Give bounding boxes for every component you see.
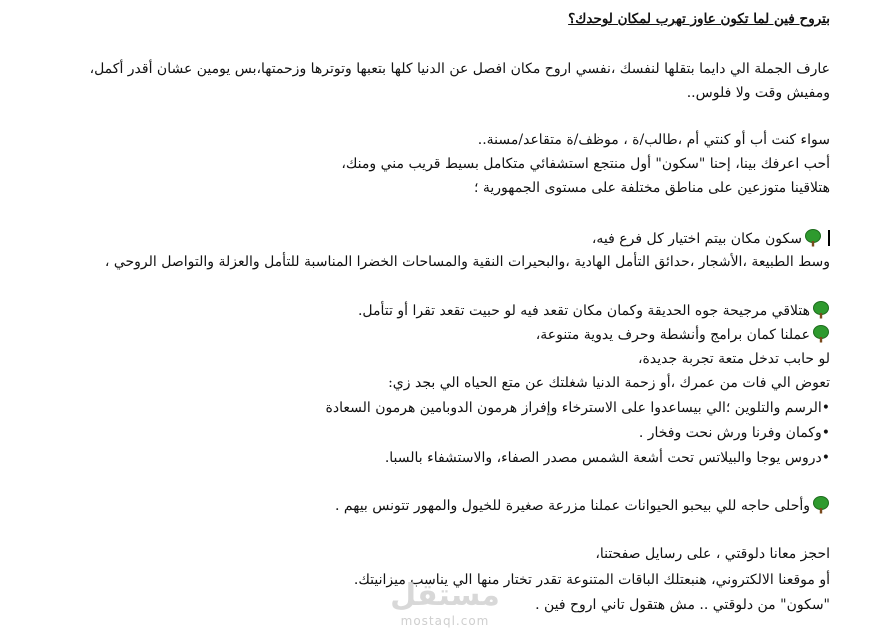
bullet-line bbox=[358, 301, 830, 320]
paragraph-line: ومفيش وقت ولا فلوس.. bbox=[686, 85, 830, 101]
text-cursor bbox=[828, 230, 830, 246]
tree-icon bbox=[812, 496, 830, 514]
bullet-text: سكون مكان بيتم اختيار كل فرع فيه، bbox=[591, 231, 802, 247]
bullet-text: هتلاقي مرجيحة جوه الحديقة وكمان مكان تقعد فيه لو حبيت تقعد تقرا أو تتأمل. bbox=[357, 303, 810, 319]
paragraph-line: "سكون" من دلوقتي .. مش هتقول تاني اروح فين . bbox=[535, 597, 830, 613]
bullet-text: وأحلى حاجه للي بيحبو الحيوانات عملنا مزرعة صغيرة للخيول والمهور تتونس بيهم . bbox=[335, 498, 810, 514]
watermark-arabic: مستقل bbox=[390, 578, 500, 613]
watermark-latin: mostaql.com bbox=[400, 614, 490, 628]
watermark bbox=[385, 578, 505, 638]
tree-icon bbox=[812, 301, 830, 319]
list-item: •الرسم والتلوين ؛الي بيساعدوا على الاسترخاء وإفراز هرمون الدوبامين هرمون السعادة bbox=[325, 400, 830, 416]
paragraph-line: احجز معانا دلوقتي ، على رسايل صفحتنا، bbox=[595, 546, 830, 562]
paragraph-line: عارف الجملة الي دايما بتقلها لنفسك ،نفسي اروح مكان افصل عن الدنيا كلها بتعبها وتوترها وزحمتها،بس يومين عشان أقدر أكمل، bbox=[89, 61, 830, 77]
bullet-line bbox=[536, 325, 830, 344]
bullet-line bbox=[335, 496, 830, 515]
page-title: بتروح فين لما تكون عاوز تهرب لمكان لوحدك؟ bbox=[568, 11, 830, 27]
paragraph-line: تعوض الي فات من عمرك ،أو زحمة الدنيا شغلتك عن متع الحياه الي بجد زي: bbox=[388, 375, 830, 391]
list-item: •وكمان وفرنا ورش نحت وفخار . bbox=[638, 425, 830, 441]
tree-icon bbox=[804, 229, 822, 247]
paragraph-line: أو موقعنا الالكتروني، هنبعتلك الباقات المتنوعة تقدر تختار منها الي يناسب ميزانيتك. bbox=[353, 572, 830, 588]
bullet-line bbox=[592, 229, 830, 248]
paragraph-line: هتلاقينا متوزعين على مناطق مختلفة على مستوى الجمهورية ؛ bbox=[473, 180, 830, 196]
paragraph-line: وسط الطبيعة ،الأشجار ،حدائق التأمل الهادية ،والبحيرات النقية والمساحات الخضرا المناسبة للتأمل والعزلة والتواصل الروحي ، bbox=[104, 254, 830, 270]
bullet-text: عملنا كمان برامج وأنشطة وحرف يدوية متنوعة، bbox=[535, 327, 810, 343]
paragraph-line: لو حابب تدخل متعة تجربة جديدة، bbox=[638, 351, 830, 367]
list-item: •دروس يوجا والبيلاتس تحت أشعة الشمس مصدر الصفاء، والاستشفاء بالسبا. bbox=[384, 450, 830, 466]
paragraph-line: أحب اعرفك بينا، إحنا "سكون" أول منتجع استشفائي متكامل بسيط قريب مني ومنك، bbox=[341, 156, 830, 172]
paragraph-line: سواء كنت أب أو كنتي أم ،طالب/ة ، موظف/ة متقاعد/مسنة.. bbox=[477, 132, 830, 148]
tree-icon bbox=[812, 325, 830, 343]
